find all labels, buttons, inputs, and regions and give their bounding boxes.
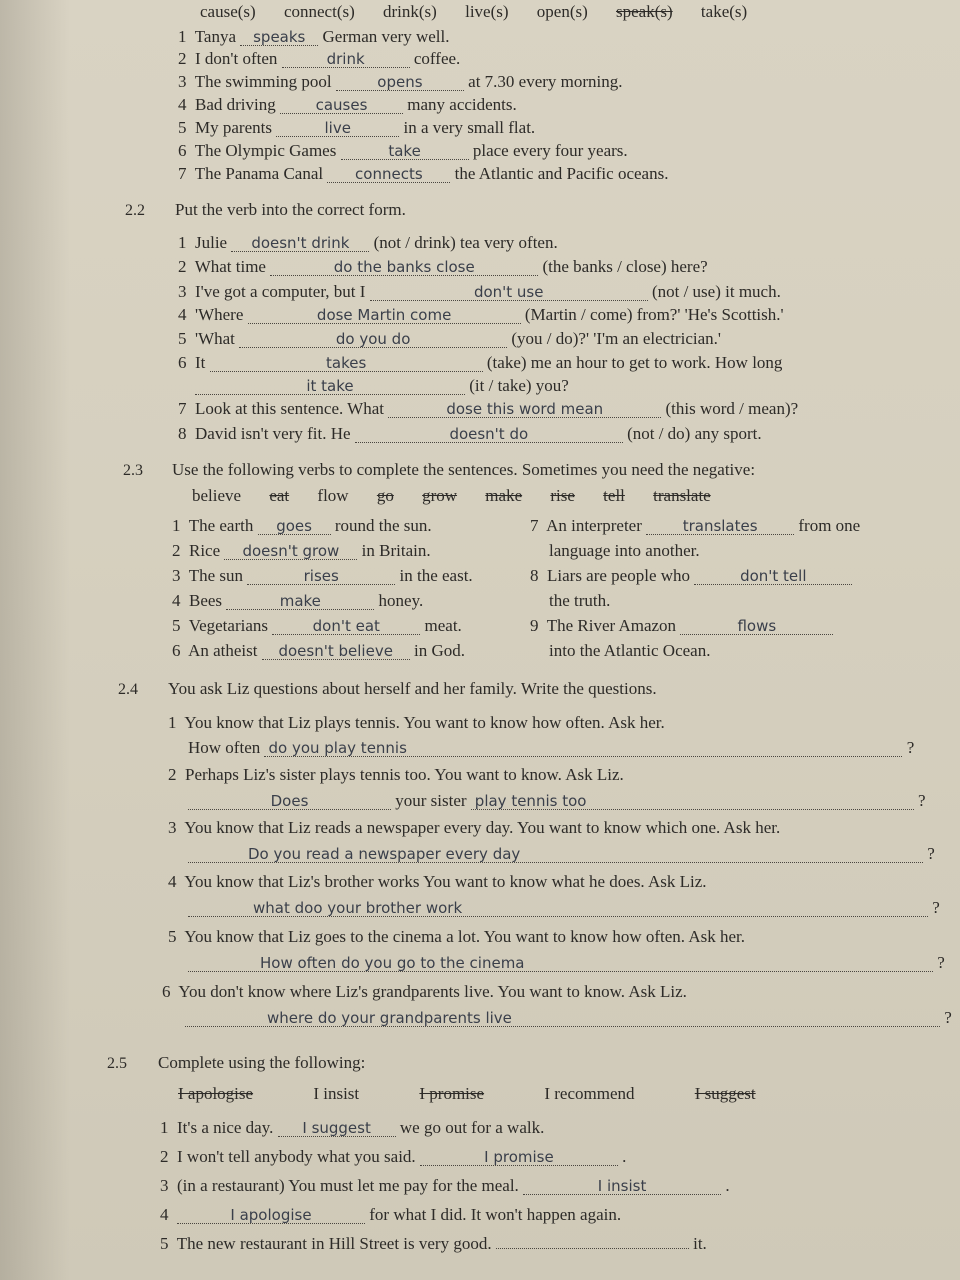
ex21-item: 1 Tanya speaks German very well.: [178, 27, 450, 46]
answer-blank[interactable]: doesn't believe: [262, 643, 410, 660]
answer-blank[interactable]: do you play tennis: [264, 740, 902, 757]
ex23-item: 6 An atheist doesn't believe in God.: [172, 641, 465, 660]
answer-blank[interactable]: speaks: [240, 29, 318, 46]
ex24-prompt: 5 You know that Liz goes to the cinema a lot. You want to know how often. Ask her.: [168, 927, 746, 946]
answer-blank[interactable]: Do you read a newspaper every day: [188, 846, 923, 863]
ex22-item: 2 What time do the banks close (the banks / close) here?: [178, 257, 708, 276]
ex21-item: 3 The swimming pool opens at 7.30 every morning.: [178, 72, 623, 91]
answer-blank[interactable]: don't tell: [694, 568, 852, 585]
ex22-item: 3 I've got a computer, but I don't use (not / use) it much.: [178, 282, 781, 301]
ex22-item: 6 It takes (take) me an hour to get to work. How long: [178, 353, 783, 372]
answer-blank[interactable]: drink: [282, 51, 410, 68]
answer-blank[interactable]: I apologise: [177, 1207, 365, 1224]
ex22-item: 4 'Where dose Martin come (Martin / come) from?' 'He's Scottish.': [178, 305, 784, 324]
ex24-prompt: 2 Perhaps Liz's sister plays tennis too. You want to know. Ask Liz.: [168, 765, 624, 784]
ex24-prompt: 1 You know that Liz plays tennis. You want to know how often. Ask her.: [168, 713, 665, 732]
ex21-item: 5 My parents live in a very small flat.: [178, 118, 536, 137]
ex25-item: 4 I apologise for what I did. It won't happen again.: [160, 1205, 622, 1224]
answer-blank[interactable]: I promise: [420, 1149, 618, 1166]
answer-blank[interactable]: doesn't grow: [224, 543, 357, 560]
answer-blank[interactable]: connects: [327, 166, 450, 183]
answer-blank[interactable]: doesn't drink: [231, 235, 369, 252]
ex24-prompt: 6 You don't know where Liz's grandparents live. You want to know. Ask Liz.: [162, 982, 687, 1001]
ex24-answer-line: where do your grandparents live ?: [185, 1008, 952, 1028]
answer-blank[interactable]: goes: [258, 518, 331, 535]
answer-blank[interactable]: I insist: [523, 1178, 721, 1195]
answer-blank[interactable]: dose this word mean: [388, 401, 661, 418]
ex25-item: 1 It's a nice day. I suggest we go out for a walk.: [160, 1118, 545, 1137]
ex23-item: 4 Bees make honey.: [172, 591, 424, 610]
answer-blank[interactable]: don't use: [370, 284, 648, 301]
exercise-number: 2.2: [125, 202, 145, 219]
answer-blank[interactable]: do you do: [239, 331, 507, 348]
answer-blank[interactable]: where do your grandparents live: [185, 1010, 940, 1027]
ex22-item-continued: it take (it / take) you?: [195, 376, 569, 396]
ex25-item: 5 The new restaurant in Hill Street is very good. it.: [160, 1234, 707, 1253]
ex21-item: 7 The Panama Canal connects the Atlantic and Pacific oceans.: [178, 164, 669, 183]
exercise-instruction: You ask Liz questions about herself and her family. Write the questions.: [168, 679, 657, 698]
ex23-item-continued: into the Atlantic Ocean.: [549, 641, 711, 660]
answer-blank[interactable]: don't eat: [272, 618, 420, 635]
ex23-word-list: believe eat flow go grow make rise tell translate: [192, 486, 711, 505]
ex22-item: 5 'What do you do (you / do)?' 'I'm an electrician.': [178, 329, 721, 348]
answer-blank[interactable]: do the banks close: [270, 259, 538, 276]
exercise-instruction: Use the following verbs to complete the sentences. Sometimes you need the negative:: [172, 460, 756, 479]
answer-blank[interactable]: dose Martin come: [248, 307, 521, 324]
ex24-answer-line: Do you read a newspaper every day ?: [188, 844, 935, 864]
ex22-item: 8 David isn't very fit. He doesn't do (not / do) any sport.: [178, 424, 762, 443]
answer-blank[interactable]: opens: [336, 74, 464, 91]
exercise-number: 2.3: [123, 462, 143, 479]
answer-blank[interactable]: I suggest: [278, 1120, 396, 1137]
answer-blank[interactable]: takes: [210, 355, 483, 372]
ex25-item: 2 I won't tell anybody what you said. I promise .: [160, 1147, 627, 1166]
ex24-answer-line: How often do you go to the cinema ?: [188, 953, 945, 973]
answer-blank[interactable]: doesn't do: [355, 426, 623, 443]
answer-blank[interactable]: translates: [646, 518, 794, 535]
ex25-word-list: I apologise I insist I promise I recommend I suggest: [178, 1084, 756, 1103]
answer-blank[interactable]: [496, 1248, 689, 1249]
ex23-item-continued: language into another.: [549, 541, 700, 560]
ex23-item: 1 The earth goes round the sun.: [172, 516, 432, 535]
ex23-item: 2 Rice doesn't grow in Britain.: [172, 541, 431, 560]
ex23-item-continued: the truth.: [549, 591, 611, 610]
answer-blank[interactable]: rises: [247, 568, 395, 585]
ex21-item: 2 I don't often drink coffee.: [178, 49, 461, 68]
ex25-item: 3 (in a restaurant) You must let me pay for the meal. I insist .: [160, 1176, 730, 1195]
ex21-item: 6 The Olympic Games take place every four years.: [178, 141, 628, 160]
answer-blank[interactable]: take: [341, 143, 469, 160]
ex21-word-list: cause(s) connect(s) drink(s) live(s) open(s) speak(s) take(s): [200, 2, 748, 21]
ex22-item: 7 Look at this sentence. What dose this word mean (this word / mean)?: [178, 399, 799, 418]
ex23-item: 5 Vegetarians don't eat meat.: [172, 616, 462, 635]
answer-blank[interactable]: it take: [195, 378, 465, 395]
ex24-prompt: 4 You know that Liz's brother works You want to know what he does. Ask Liz.: [168, 872, 707, 891]
answer-blank[interactable]: causes: [280, 97, 403, 114]
answer-blank[interactable]: what doo your brother work: [188, 900, 928, 917]
ex24-prompt: 3 You know that Liz reads a newspaper every day. You want to know which one. Ask her.: [168, 818, 781, 837]
answer-blank[interactable]: How often do you go to the cinema: [188, 955, 933, 972]
answer-blank[interactable]: make: [226, 593, 374, 610]
exercise-number: 2.5: [107, 1055, 127, 1072]
ex23-item: 8 Liars are people who don't tell: [530, 566, 852, 586]
ex23-item: 7 An interpreter translates from one: [530, 516, 861, 535]
ex22-item: 1 Julie doesn't drink (not / drink) tea very often.: [178, 233, 558, 252]
answer-blank[interactable]: Does: [188, 793, 391, 810]
ex23-item: 3 The sun rises in the east.: [172, 566, 473, 585]
exercise-instruction: Complete using the following:: [158, 1053, 366, 1072]
exercise-number: 2.4: [118, 681, 138, 698]
answer-blank[interactable]: play tennis too: [471, 793, 914, 810]
exercise-instruction: Put the verb into the correct form.: [175, 200, 406, 219]
ex24-answer-line: Does your sister play tennis too ?: [188, 791, 926, 811]
answer-blank[interactable]: flows: [680, 618, 833, 635]
ex24-answer-line: what doo your brother work ?: [188, 898, 940, 918]
ex23-item: 9 The River Amazon flows: [530, 616, 833, 636]
answer-blank[interactable]: live: [276, 120, 399, 137]
ex21-item: 4 Bad driving causes many accidents.: [178, 95, 517, 114]
ex24-answer-line: How often do you play tennis ?: [188, 738, 915, 757]
